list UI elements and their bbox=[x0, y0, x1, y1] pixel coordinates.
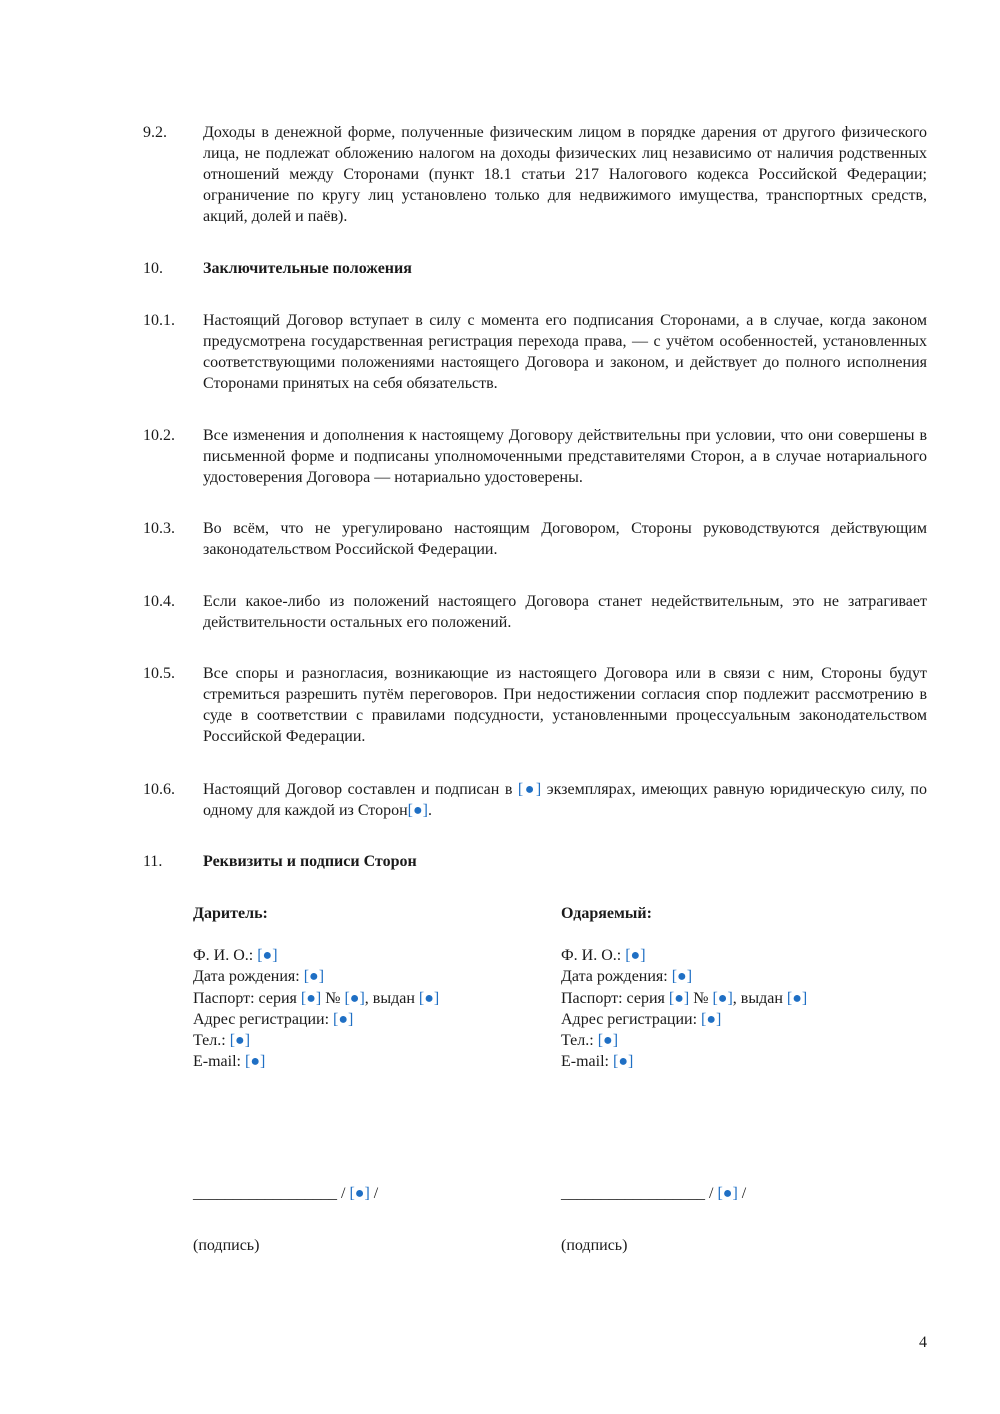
placeholder-field: [●] bbox=[597, 1032, 619, 1050]
placeholder-field: [●] bbox=[229, 1032, 251, 1050]
clause-number: 10.3. bbox=[143, 520, 175, 537]
clause-10-2 bbox=[143, 425, 927, 488]
clause-9-2 bbox=[143, 122, 927, 227]
party-fio: Ф. И. О.: [●] bbox=[193, 947, 278, 965]
party-email: E-mail: [●] bbox=[193, 1053, 266, 1071]
clause-number: 9.2. bbox=[143, 124, 167, 141]
signature-line-recipient: __________________ / [●] / bbox=[561, 1185, 747, 1202]
party-passport: Паспорт: серия [●] № [●], выдан [●] bbox=[561, 989, 808, 1007]
placeholder-field: [●] bbox=[701, 1010, 722, 1028]
page-number: 4 bbox=[919, 1334, 927, 1351]
clause-10-4 bbox=[143, 591, 927, 633]
placeholder-field: [●] bbox=[257, 947, 278, 965]
clause-10-3 bbox=[143, 518, 927, 560]
clause-number: 10.5. bbox=[143, 665, 175, 682]
placeholder-field: [●] bbox=[300, 989, 322, 1007]
placeholder-field: [●] bbox=[625, 947, 646, 965]
section-number: 11. bbox=[143, 853, 163, 870]
placeholder-field: [●] bbox=[418, 989, 440, 1007]
placeholder-field: [●] bbox=[717, 1185, 738, 1202]
clause-number: 10.2. bbox=[143, 427, 175, 444]
clause-text: Все споры и разногласия, возникающие из настоящего Договора или в связи с ним, Стороны будут стремиться разрешить путём переговоров. При недостижении согласия спор подлежит рассмотрению в суде в соответствии с правилами подсудности, установленными процессуальным законодательством Российской Федерации. bbox=[203, 665, 927, 745]
party-email: E-mail: [●] bbox=[561, 1053, 634, 1071]
clause-10-1 bbox=[143, 310, 927, 394]
clause-10-6 bbox=[143, 779, 927, 821]
party-title: Одаряемый: bbox=[561, 905, 652, 922]
party-passport: Паспорт: серия [●] № [●], выдан [●] bbox=[193, 989, 440, 1007]
placeholder-footnote: [●] bbox=[407, 802, 428, 819]
clause-text: Если какое-либо из положений настоящего Договора станет недействительным, это не затрагивает действительности остальных его положений. bbox=[203, 593, 927, 631]
clause-10-5 bbox=[143, 663, 927, 747]
party-address: Адрес регистрации: [●] bbox=[561, 1010, 722, 1028]
party-dob: Дата рождения: [●] bbox=[561, 968, 693, 986]
placeholder-field: [●] bbox=[668, 989, 690, 1007]
section-heading-11 bbox=[143, 851, 927, 872]
placeholder-field: [●] bbox=[303, 968, 325, 986]
placeholder-field: [●] bbox=[612, 1053, 634, 1071]
section-heading-10 bbox=[143, 258, 927, 279]
party-donor bbox=[193, 903, 553, 1072]
placeholder-field: [●] bbox=[349, 1185, 370, 1202]
section-number: 10. bbox=[143, 260, 163, 277]
party-phone: Тел.: [●] bbox=[561, 1032, 619, 1050]
placeholder-field: [●] bbox=[712, 989, 733, 1007]
party-title: Даритель: bbox=[193, 905, 268, 922]
placeholder-field: [●] bbox=[333, 1010, 354, 1028]
clause-text: Во всём, что не урегулировано настоящим Договором, Стороны руководствуются действующим законодательством Российской Федерации. bbox=[203, 520, 927, 558]
party-fio: Ф. И. О.: [●] bbox=[561, 947, 646, 965]
placeholder-field: [●] bbox=[244, 1053, 266, 1071]
signature-caption-recipient: (подпись) bbox=[561, 1237, 628, 1254]
signature-caption-donor: (подпись) bbox=[193, 1237, 260, 1254]
clause-text: Настоящий Договор вступает в силу с момента его подписания Сторонами, а в случае, когда законом предусмотрена государственная регистрация перехода права, — с учётом особенностей, установленных соответствующими положениями настоящего Договора и законом, и действует до полного исполнения Сторонами принятых на себя обязательств. bbox=[203, 312, 927, 392]
party-recipient bbox=[561, 903, 921, 1072]
placeholder-field: [●] bbox=[671, 968, 693, 986]
signature-line-donor: __________________ / [●] / bbox=[193, 1185, 379, 1202]
clause-text: Все изменения и дополнения к настоящему Договору действительны при условии, что они совершены в письменной форме и подписаны уполномоченными представителями Сторон, а в случае нотариального удостоверения Договора — нотариально удостоверены. bbox=[203, 427, 927, 486]
party-phone: Тел.: [●] bbox=[193, 1032, 251, 1050]
party-address: Адрес регистрации: [●] bbox=[193, 1010, 354, 1028]
clause-number: 10.6. bbox=[143, 781, 175, 798]
placeholder-field: [●] bbox=[786, 989, 808, 1007]
clause-number: 10.1. bbox=[143, 312, 175, 329]
party-dob: Дата рождения: [●] bbox=[193, 968, 325, 986]
clause-number: 10.4. bbox=[143, 593, 175, 610]
section-title: Заключительные положения bbox=[203, 260, 412, 277]
placeholder-copies-count: [●] bbox=[517, 781, 542, 798]
section-title: Реквизиты и подписи Сторон bbox=[203, 853, 417, 870]
clause-text: Доходы в денежной форме, полученные физическим лицом в порядке дарения от другого физического лица, не подлежат обложению налогом на доходы физических лиц независимо от наличия родственных отношений между Сторонами (пункт 18.1 статьи 217 Налогового кодекса Российской Федерации; ограничение по кругу лиц установлено только для недвижимого имущества, транспортных средств, акций, долей и паёв). bbox=[203, 124, 927, 225]
clause-text: Настоящий Договор составлен и подписан в [●] экземплярах, имеющих равную юридическую силу, по одному для каждой из Сторон[●]. bbox=[203, 781, 927, 819]
placeholder-field: [●] bbox=[344, 989, 365, 1007]
